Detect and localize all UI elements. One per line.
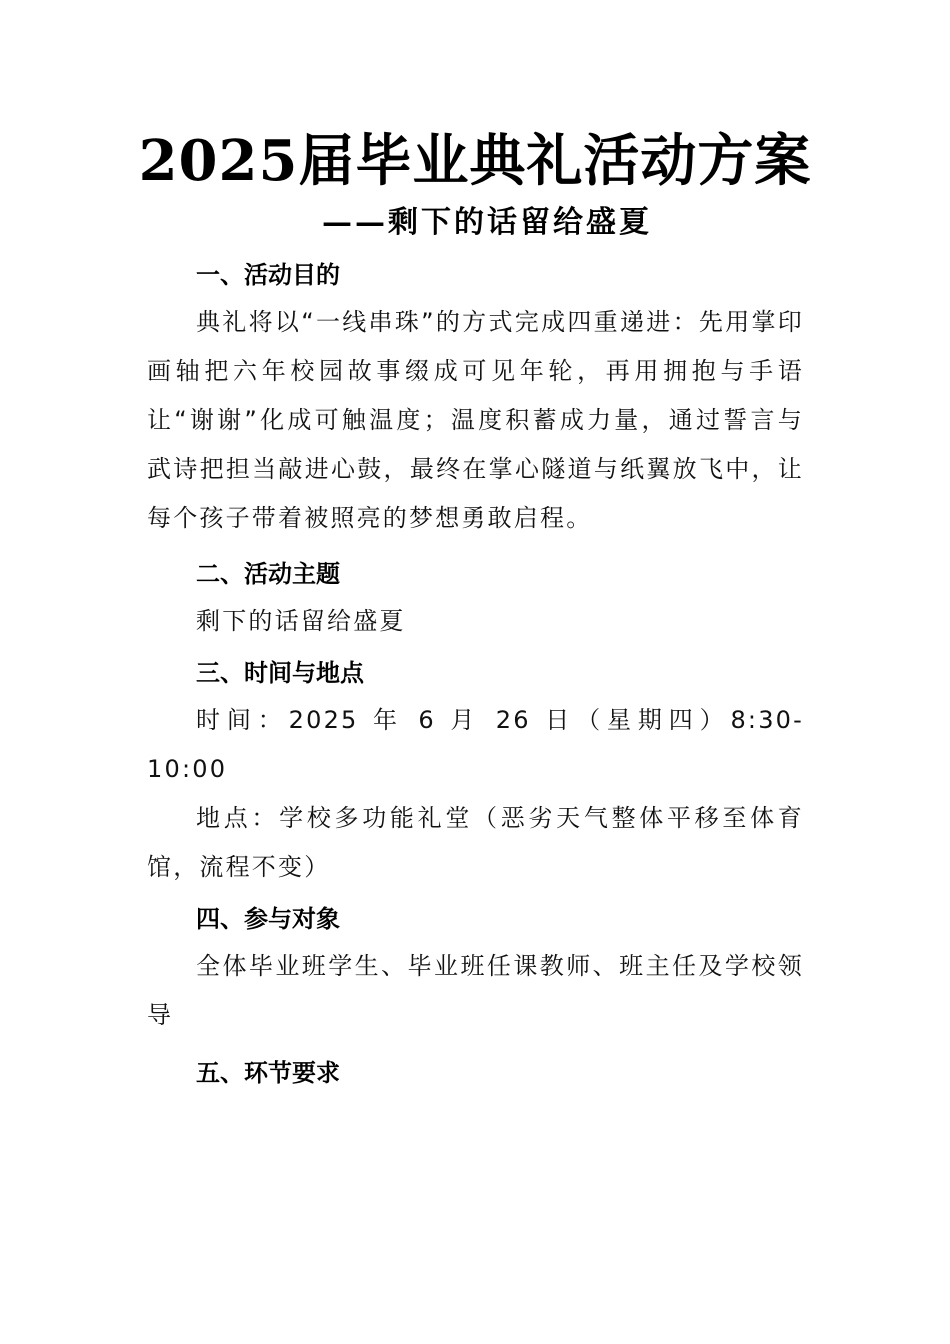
document-body [147, 252, 804, 1096]
section-participants [147, 896, 804, 1040]
section-heading: 二、活动主题 [196, 560, 340, 588]
section-heading: 一、活动目的 [196, 261, 340, 289]
section-paragraph: 典礼将以“一线串珠”的方式完成四重递进：先用掌印画轴把六年校园故事缀成可见年轮，再用拥抱与手语让“谢谢”化成可触温度；温度积蓄成力量，通过誓言与武诗把担当敲进心鼓，最终在掌心隧道与纸翼放飞中，让每个孩子带着被照亮的梦想勇敢启程。 [147, 308, 804, 532]
section-requirements [147, 1050, 804, 1096]
document-title: 2025届毕业典礼活动方案 [138, 128, 812, 194]
section-time-place [147, 650, 804, 892]
section-heading: 五、环节要求 [196, 1059, 340, 1087]
section-purpose [147, 252, 804, 543]
section-paragraph: 剩下的话留给盛夏 [196, 607, 406, 635]
section-paragraph-place: 地点：学校多功能礼堂（恶劣天气整体平移至体育馆，流程不变） [147, 804, 804, 881]
section-paragraph-time: 时间：2025 年 6 月 26 日（星期四）8:30-10:00 [147, 706, 804, 783]
document-subtitle: ——剩下的话留给盛夏 [322, 205, 652, 240]
section-paragraph: 全体毕业班学生、毕业班任课教师、班主任及学校领导 [147, 952, 804, 1029]
section-heading: 四、参与对象 [196, 905, 340, 933]
section-theme [147, 551, 804, 646]
section-heading: 三、时间与地点 [196, 659, 364, 687]
